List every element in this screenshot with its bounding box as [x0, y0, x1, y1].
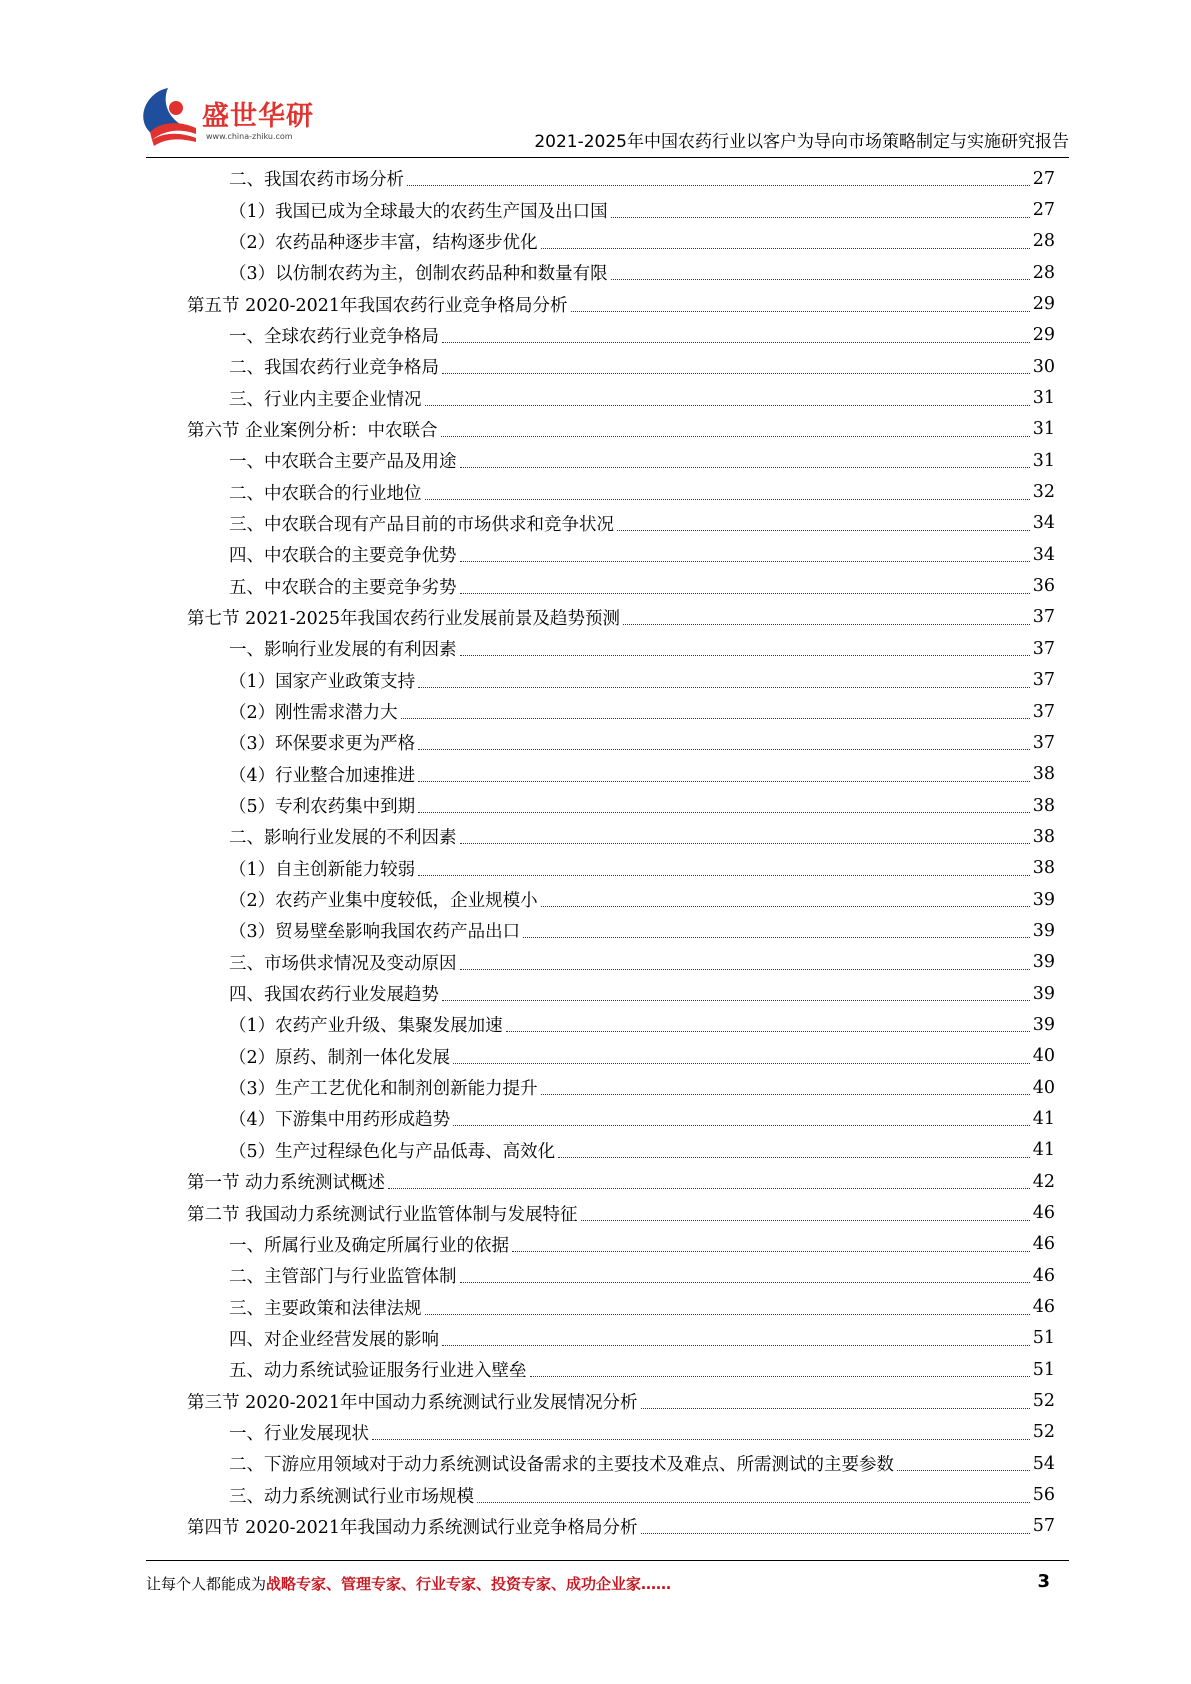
toc-entry[interactable]: [187, 320, 1055, 351]
toc-leader-dots: [617, 530, 1030, 531]
toc-entry-page: 37: [1032, 732, 1055, 753]
toc-entry[interactable]: [187, 1260, 1055, 1291]
toc-leader-dots: [506, 1031, 1030, 1032]
toc-entry-page: 34: [1032, 513, 1055, 534]
page-header: [0, 0, 1191, 160]
toc-entry-title: 三、主要政策和法律法规: [229, 1298, 422, 1319]
toc-entry-title: 第六节 企业案例分析：中农联合: [187, 420, 438, 441]
toc-leader-dots: [407, 185, 1030, 186]
table-of-contents: [187, 163, 1055, 1542]
toc-entry-title: （3）贸易壁垒影响我国农药产品出口: [229, 922, 521, 943]
toc-entry-page: 37: [1032, 701, 1055, 722]
toc-entry[interactable]: [187, 351, 1055, 382]
toc-entry-page: 27: [1032, 168, 1055, 189]
toc-entry-page: 39: [1032, 1014, 1055, 1035]
toc-entry[interactable]: [187, 665, 1055, 696]
toc-entry-title: （2）农药品种逐步丰富，结构逐步优化: [229, 232, 538, 253]
logo-emblem-icon: [138, 82, 208, 148]
toc-entry-title: 三、中农联合现有产品目前的市场供求和竞争状况: [229, 514, 614, 535]
logo-url: www.china-zhiku.com: [206, 132, 293, 141]
toc-entry-page: 38: [1032, 764, 1055, 785]
toc-entry-page: 52: [1032, 1422, 1055, 1443]
toc-entry-title: 二、中农联合的行业地位: [229, 483, 422, 504]
toc-leader-dots: [581, 1220, 1030, 1221]
toc-entry[interactable]: [187, 947, 1055, 978]
toc-entry-page: 39: [1032, 983, 1055, 1004]
toc-leader-dots: [442, 1345, 1030, 1346]
toc-entry-title: （4）行业整合加速推进: [229, 765, 416, 786]
toc-leader-dots: [523, 937, 1030, 938]
toc-entry[interactable]: [187, 194, 1055, 225]
toc-leader-dots: [442, 342, 1030, 343]
toc-leader-dots: [441, 436, 1030, 437]
footer-slogan-prefix: 让每个人都能成为: [146, 1575, 267, 1593]
toc-entry[interactable]: [187, 915, 1055, 946]
toc-leader-dots: [460, 1282, 1030, 1283]
toc-entry-page: 54: [1032, 1453, 1055, 1474]
page-number: 3: [1037, 1571, 1050, 1592]
toc-leader-dots: [641, 1533, 1030, 1534]
toc-entry-page: 29: [1032, 325, 1055, 346]
toc-leader-dots: [442, 1000, 1030, 1001]
toc-entry[interactable]: [187, 1197, 1055, 1228]
toc-entry[interactable]: [187, 759, 1055, 790]
toc-entry-title: 第四节 2020-2021年我国动力系统测试行业竞争格局分析: [187, 1517, 638, 1538]
toc-entry[interactable]: [187, 696, 1055, 727]
toc-entry[interactable]: [187, 790, 1055, 821]
toc-entry-page: 38: [1032, 826, 1055, 847]
toc-entry[interactable]: [187, 539, 1055, 570]
toc-entry-page: 52: [1032, 1391, 1055, 1412]
toc-leader-dots: [477, 1502, 1030, 1503]
toc-entry-page: 29: [1032, 294, 1055, 315]
toc-entry-title: （5）生产过程绿色化与产品低毒、高效化: [229, 1141, 556, 1162]
toc-entry-page: 40: [1032, 1077, 1055, 1098]
toc-leader-dots: [442, 373, 1030, 374]
toc-entry-page: 38: [1032, 858, 1055, 879]
toc-entry[interactable]: [187, 1135, 1055, 1166]
toc-entry-page: 36: [1032, 576, 1055, 597]
toc-entry[interactable]: [187, 1323, 1055, 1354]
toc-entry[interactable]: [187, 1291, 1055, 1322]
toc-entry[interactable]: [187, 508, 1055, 539]
toc-leader-dots: [418, 749, 1030, 750]
toc-leader-dots: [460, 969, 1030, 970]
toc-leader-dots: [453, 1125, 1030, 1126]
footer-slogan-highlight: 战略专家、管理专家、行业专家、投资专家、成功企业家……: [266, 1575, 672, 1593]
toc-entry-page: 34: [1032, 544, 1055, 565]
document-title: 2021-2025年中国农药行业以客户为导向市场策略制定与实施研究报告: [534, 132, 1069, 152]
toc-leader-dots: [425, 405, 1030, 406]
toc-entry-title: （1）农药产业升级、集聚发展加速: [229, 1016, 503, 1037]
toc-entry-page: 37: [1032, 607, 1055, 628]
toc-entry-page: 41: [1032, 1108, 1055, 1129]
toc-entry-title: 二、影响行业发展的不利因素: [229, 828, 457, 849]
toc-entry-title: 二、我国农药市场分析: [229, 170, 404, 191]
toc-entry[interactable]: [187, 1385, 1055, 1416]
toc-leader-dots: [460, 561, 1030, 562]
toc-entry-title: 二、下游应用领域对于动力系统测试设备需求的主要技术及难点、所需测试的主要参数: [229, 1455, 894, 1476]
toc-leader-dots: [460, 593, 1030, 594]
toc-leader-dots: [541, 906, 1030, 907]
toc-entry-page: 31: [1032, 388, 1055, 409]
toc-entry[interactable]: [187, 414, 1055, 445]
toc-entry-title: 四、中农联合的主要竞争优势: [229, 546, 457, 567]
toc-entry-title: 五、动力系统试验证服务行业进入壁垒: [229, 1361, 527, 1382]
toc-entry[interactable]: [187, 163, 1055, 194]
toc-entry-page: 46: [1032, 1234, 1055, 1255]
toc-entry-page: 31: [1032, 450, 1055, 471]
toc-entry-page: 40: [1032, 1046, 1055, 1067]
toc-leader-dots: [460, 655, 1030, 656]
toc-entry-page: 46: [1032, 1297, 1055, 1318]
toc-leader-dots: [558, 1157, 1030, 1158]
toc-entry-title: （5）专利农药集中到期: [229, 797, 416, 818]
toc-entry[interactable]: [187, 288, 1055, 319]
toc-leader-dots: [460, 843, 1030, 844]
toc-entry-page: 37: [1032, 638, 1055, 659]
toc-entry[interactable]: [187, 445, 1055, 476]
toc-leader-dots: [418, 875, 1030, 876]
toc-entry[interactable]: [187, 821, 1055, 852]
toc-leader-dots: [512, 1251, 1030, 1252]
toc-leader-dots: [425, 499, 1030, 500]
toc-entry-page: 51: [1032, 1359, 1055, 1380]
toc-entry-page: 57: [1032, 1516, 1055, 1537]
toc-entry[interactable]: [187, 1354, 1055, 1385]
logo-name: 盛世华研: [202, 101, 314, 132]
toc-entry-title: 二、主管部门与行业监管体制: [229, 1267, 457, 1288]
toc-entry-page: 28: [1032, 231, 1055, 252]
toc-entry[interactable]: [187, 476, 1055, 507]
toc-entry-title: 五、中农联合的主要竞争劣势: [229, 577, 457, 598]
toc-leader-dots: [425, 1314, 1030, 1315]
toc-entry-title: （1）自主创新能力较弱: [229, 859, 416, 880]
toc-entry[interactable]: [187, 257, 1055, 288]
toc-entry[interactable]: [187, 226, 1055, 257]
toc-entry-title: （3）环保要求更为严格: [229, 734, 416, 755]
toc-entry-page: 51: [1032, 1328, 1055, 1349]
toc-entry-page: 32: [1032, 482, 1055, 503]
toc-leader-dots: [897, 1470, 1030, 1471]
toc-entry-title: 第一节 动力系统测试概述: [187, 1173, 386, 1194]
toc-entry-title: 三、动力系统测试行业市场规模: [229, 1486, 474, 1507]
toc-entry[interactable]: [187, 1072, 1055, 1103]
toc-entry-title: 二、我国农药行业竞争格局: [229, 358, 439, 379]
company-logo: [138, 82, 318, 152]
toc-entry[interactable]: [187, 382, 1055, 413]
toc-leader-dots: [530, 1376, 1030, 1377]
toc-entry[interactable]: [187, 1009, 1055, 1040]
toc-entry[interactable]: [187, 1511, 1055, 1542]
toc-entry-page: 38: [1032, 795, 1055, 816]
toc-entry-title: 三、行业内主要企业情况: [229, 389, 422, 410]
toc-entry-title: 一、所属行业及确定所属行业的依据: [229, 1235, 509, 1256]
toc-entry-page: 46: [1032, 1265, 1055, 1286]
toc-entry[interactable]: [187, 633, 1055, 664]
toc-entry[interactable]: [187, 853, 1055, 884]
toc-leader-dots: [460, 467, 1030, 468]
toc-entry-title: （2）刚性需求潜力大: [229, 703, 398, 724]
toc-entry-page: 39: [1032, 952, 1055, 973]
toc-leader-dots: [611, 279, 1030, 280]
header-divider: [146, 157, 1069, 158]
toc-entry-title: 三、市场供求情况及变动原因: [229, 953, 457, 974]
toc-entry-title: 四、我国农药行业发展趋势: [229, 985, 439, 1006]
toc-entry-title: （2）农药产业集中度较低，企业规模小: [229, 891, 538, 912]
toc-leader-dots: [388, 1188, 1030, 1189]
toc-entry[interactable]: [187, 602, 1055, 633]
toc-entry[interactable]: [187, 884, 1055, 915]
toc-leader-dots: [453, 1063, 1030, 1064]
toc-entry-title: 四、对企业经营发展的影响: [229, 1329, 439, 1350]
toc-entry[interactable]: [187, 1417, 1055, 1448]
toc-entry-title: 一、全球农药行业竞争格局: [229, 326, 439, 347]
toc-entry-page: 28: [1032, 262, 1055, 283]
toc-entry-title: （2）原药、制剂一体化发展: [229, 1047, 451, 1068]
toc-entry-title: 一、影响行业发展的有利因素: [229, 640, 457, 661]
toc-entry-title: 第五节 2020-2021年我国农药行业竞争格局分析: [187, 295, 568, 316]
toc-leader-dots: [418, 687, 1030, 688]
toc-entry-title: （3）以仿制农药为主，创制农药品种和数量有限: [229, 264, 608, 285]
toc-entry-page: 39: [1032, 889, 1055, 910]
toc-entry[interactable]: [187, 1103, 1055, 1134]
toc-entry-title: 第三节 2020-2021年中国动力系统测试行业发展情况分析: [187, 1392, 638, 1413]
toc-entry-title: 第二节 我国动力系统测试行业监管体制与发展特征: [187, 1204, 578, 1225]
toc-entry[interactable]: [187, 1448, 1055, 1479]
toc-entry-page: 41: [1032, 1140, 1055, 1161]
toc-entry-page: 31: [1032, 419, 1055, 440]
toc-leader-dots: [623, 624, 1030, 625]
toc-entry[interactable]: [187, 727, 1055, 758]
toc-entry-title: （3）生产工艺优化和制剂创新能力提升: [229, 1079, 538, 1100]
toc-entry-title: 一、行业发展现状: [229, 1423, 369, 1444]
toc-entry-page: 30: [1032, 356, 1055, 377]
toc-leader-dots: [641, 1408, 1030, 1409]
toc-entry[interactable]: [187, 978, 1055, 1009]
toc-entry[interactable]: [187, 1041, 1055, 1072]
toc-entry-page: 56: [1032, 1485, 1055, 1506]
toc-entry-page: 42: [1032, 1171, 1055, 1192]
toc-leader-dots: [571, 311, 1030, 312]
toc-leader-dots: [372, 1439, 1030, 1440]
footer-slogan: [146, 1573, 671, 1594]
toc-leader-dots: [611, 217, 1030, 218]
toc-entry-page: 46: [1032, 1203, 1055, 1224]
toc-leader-dots: [541, 248, 1030, 249]
toc-entry-title: 一、中农联合主要产品及用途: [229, 452, 457, 473]
toc-entry[interactable]: [187, 1479, 1055, 1510]
toc-entry-title: （1）我国已成为全球最大的农药生产国及出口国: [229, 201, 608, 222]
footer-divider: [146, 1560, 1069, 1561]
toc-entry-page: 37: [1032, 670, 1055, 691]
toc-entry-page: 27: [1032, 200, 1055, 221]
toc-entry[interactable]: [187, 1166, 1055, 1197]
toc-entry[interactable]: [187, 570, 1055, 601]
toc-leader-dots: [541, 1094, 1030, 1095]
toc-entry-title: （4）下游集中用药形成趋势: [229, 1110, 451, 1131]
toc-leader-dots: [418, 781, 1030, 782]
toc-leader-dots: [418, 812, 1030, 813]
toc-leader-dots: [401, 718, 1030, 719]
toc-entry-title: 第七节 2021-2025年我国农药行业发展前景及趋势预测: [187, 608, 621, 629]
toc-entry-title: （1）国家产业政策支持: [229, 671, 416, 692]
toc-entry-page: 39: [1032, 920, 1055, 941]
toc-entry[interactable]: [187, 1229, 1055, 1260]
